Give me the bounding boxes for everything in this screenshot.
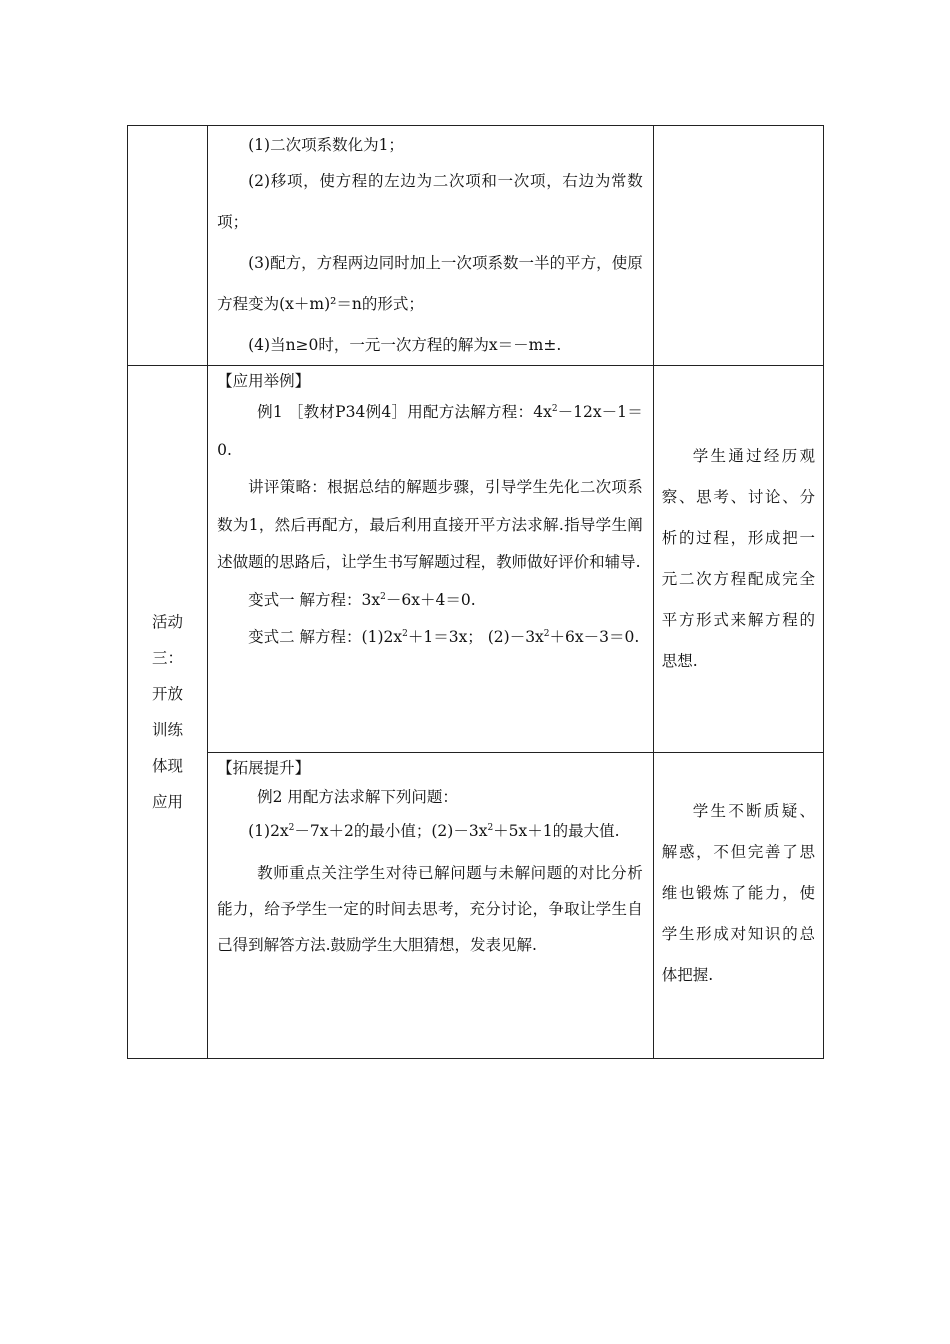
activity-label-cell <box>128 366 208 1059</box>
step-3 <box>217 243 643 325</box>
activity-label-line: 开放 <box>152 685 184 703</box>
question-mid: －7x＋2的最小值；(2)－3x <box>294 822 488 840</box>
application-intent-cell <box>653 366 823 753</box>
example-1 <box>217 394 643 469</box>
activity-label-line: 训练 <box>152 721 184 739</box>
step-2: (2)移项，使方程的左边为二次项和一次项，右边为常数项； <box>217 172 643 231</box>
superscript-2: 2 <box>288 823 295 833</box>
strategy-text: 讲评策略：根据总结的解题步骤，引导学生先化二次项系数为1，然后再配方，最后利用直接开平方法求解.指导学生阐述做题的思路后，让学生书写解题过程，教师做好评价和辅导. <box>217 478 643 571</box>
example-1-tail: －12x－1＝0. <box>217 403 643 459</box>
summary-row <box>128 126 824 366</box>
application-heading: 【应用举例】 <box>217 372 311 390</box>
extension-intent-cell <box>653 753 823 1059</box>
extension-row <box>128 753 824 1059</box>
application-content-cell <box>208 366 654 753</box>
step-1: (1)二次项系数化为1； <box>248 136 404 154</box>
step-3-tail: ²＝n的形式； <box>330 295 424 313</box>
extension-intent: 学生不断质疑、解惑，不但完善了思维也锻炼了能力，使学生形成对知识的总体把握. <box>661 802 815 984</box>
teacher-note: 教师重点关注学生对待已解问题与未解问题的对比分析能力，给予学生一定的时间去思考，充分讨论，争取让学生自己得到解答方法.鼓励学生大胆猜想，发表见解. <box>217 863 643 954</box>
step-3-text: (3)配方，方程两边同时加上一次项系数一半的平方，使原方程变为(x＋m) <box>217 254 643 313</box>
application-row <box>128 366 824 753</box>
summary-left-cell <box>128 126 208 366</box>
variant-1-text: 变式一 解方程：3x <box>248 590 381 609</box>
superscript-2: 2 <box>487 823 494 833</box>
variant-2 <box>217 619 643 657</box>
activity-label-line: 应用 <box>152 793 184 811</box>
variant-2-text: 变式二 解方程：(1)2x <box>248 628 403 646</box>
step-4: (4)当n≥0时，一元一次方程的解为x＝－m±. <box>248 336 562 354</box>
example-2: 例2 用配方法求解下列问题： <box>257 788 458 806</box>
activity-label-line: 活动 <box>152 613 184 631</box>
application-intent: 学生通过经历观察、思考、讨论、分析的过程，形成把一元二次方程配成完全平方形式来解方程的思想. <box>661 447 815 670</box>
variant-1-tail: －6x＋4＝0. <box>385 590 476 609</box>
example-1-text: 例1 ［教材P34例4］用配方法解方程：4x <box>257 403 552 421</box>
lesson-plan-table <box>127 125 824 1059</box>
superscript-2: 2 <box>551 404 558 414</box>
superscript-2: 2 <box>380 591 386 602</box>
superscript-2: 2 <box>543 629 550 639</box>
extension-content-cell <box>208 753 654 1059</box>
activity-label-line: 体现 <box>152 757 184 775</box>
summary-steps-cell <box>208 126 654 366</box>
question-1-text: (1)2x <box>248 822 289 840</box>
variant-2-mid: ＋1＝3x； (2)－3x <box>407 628 544 646</box>
superscript-2: 2 <box>402 629 408 639</box>
variant-1 <box>217 582 643 620</box>
example-2-questions <box>217 813 643 851</box>
variant-2-tail: ＋6x－3＝0. <box>549 628 640 646</box>
activity-label-line: 三： <box>152 649 184 667</box>
extension-heading: 【拓展提升】 <box>217 759 311 777</box>
summary-right-cell <box>653 126 823 366</box>
question-2-tail: ＋5x＋1的最大值. <box>493 822 620 840</box>
